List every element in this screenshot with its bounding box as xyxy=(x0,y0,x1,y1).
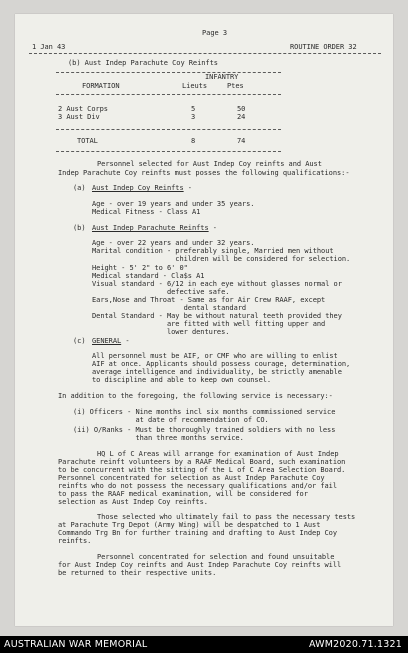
section-b-line: Ears,Nose and Throat - Same as for Air Crew RAAF, except xyxy=(92,296,326,304)
footer-institution: AUSTRALIAN WAR MEMORIAL xyxy=(4,639,148,650)
table-row-lieuts: 3 xyxy=(191,113,196,121)
table-top-rule xyxy=(56,72,281,73)
section-b-line: Height - 5' 2" to 6' 0" xyxy=(92,264,188,272)
intro-line: Personnel selected for Aust Indep Coy reinfts and Aust xyxy=(97,160,322,168)
page-number: Page 3 xyxy=(202,29,227,37)
col-header-ptes: Ptes xyxy=(227,82,244,90)
section-a-heading: Aust Indep Coy Reinfts - xyxy=(92,184,192,192)
section-b-line: are fitted with well fitting upper and xyxy=(92,320,326,328)
table-total-rule-top xyxy=(56,129,281,130)
ranks-line: (ii) O/Ranks - Must be thoroughly trained soldiers with no less xyxy=(73,426,336,434)
section-b-line: Medical standard - Cla$s A1 xyxy=(92,272,205,280)
table-header-rule xyxy=(56,94,281,95)
section-b-line: dental standard xyxy=(92,304,247,312)
section-a-line: Age - over 19 years and under 35 years. xyxy=(92,200,255,208)
section-b-line: lower dentures. xyxy=(92,328,230,336)
section-b-marker: (b) xyxy=(73,224,86,232)
officers-line: at date of recommendation of CO. xyxy=(73,416,269,424)
col-header-lieuts: Lieuts xyxy=(182,82,207,90)
unsuitable-paragraph-line: be returned to their respective units. xyxy=(58,569,217,577)
order-number: ROUTINE ORDER 32 xyxy=(290,43,357,51)
table-row-ptes: 24 xyxy=(237,113,246,121)
total-label: TOTAL xyxy=(77,137,98,145)
section-b-line: Marital condition - preferably single, Married men without xyxy=(92,247,334,255)
section-c-line: AIF at once. Applicants should possess courage, determination, xyxy=(92,360,351,368)
col-header-infantry: INFANTRY xyxy=(205,73,239,81)
total-lieuts: 8 xyxy=(191,137,196,145)
ranks-line: than three months service. xyxy=(73,434,244,442)
section-b-line: defective safe. xyxy=(92,288,230,296)
section-b-line: Age - over 22 years and under 32 years. xyxy=(92,239,255,247)
section-c-marker: (c) xyxy=(73,337,86,345)
section-b-item-heading: Aust Indep Parachute Reinfts - xyxy=(92,224,217,232)
fail-paragraph-line: at Parachute Trg Depot (Army Wing) will be despatched to 1 Aust xyxy=(58,521,321,529)
table-row-ptes: 50 xyxy=(237,105,246,113)
unsuitable-paragraph-line: Personnel concentrated for selection and found unsuitable xyxy=(97,553,335,561)
section-a-marker: (a) xyxy=(73,184,86,192)
hq-paragraph-line: to be concurrent with the sitting of the L of C Area Selection Board. xyxy=(58,466,346,474)
col-header-formation: FORMATION xyxy=(82,82,120,90)
section-c-line: All personnel must be AIF, or CMF who are willing to enlist xyxy=(92,352,338,360)
intro-line: Indep Parachute Coy reinfts must posses the following qualifications:- xyxy=(58,169,350,177)
hq-paragraph-line: selection as Aust Indep Coy reinfts. xyxy=(58,498,208,506)
section-c-line: average intelligence and individuality, be strictly amenable xyxy=(92,368,342,376)
unsuitable-paragraph-line: for Aust Indep Coy reinfts and Aust Indep Parachute Coy reinfts will xyxy=(58,561,342,569)
section-c-line: to discipline and able to keep own counsel. xyxy=(92,376,272,384)
section-a-line: Medical Fitness - Class A1 xyxy=(92,208,201,216)
table-row-formation: 2 Aust Corps xyxy=(58,105,108,113)
section-b-line: Visual standard - 6/12 in each eye without glasses normal or xyxy=(92,280,342,288)
table-total-rule-bottom xyxy=(56,151,281,152)
header-rule xyxy=(29,53,381,54)
hq-paragraph-line: HQ L of C Areas will arrange for examination of Aust Indep xyxy=(97,450,339,458)
fail-paragraph-line: Commando Trg Bn for further training and drafting to Aust Indep Coy xyxy=(58,529,338,537)
officers-line: (i) Officers - Nine months incl six months commissioned service xyxy=(73,408,336,416)
footer-accession-number: AWM2020.71.1321 xyxy=(308,639,402,650)
fail-paragraph-line: Those selected who ultimately fail to pass the necessary tests xyxy=(97,513,356,521)
total-ptes: 74 xyxy=(237,137,246,145)
addition-line: In addition to the foregoing, the following service is necessary:- xyxy=(58,392,333,400)
archive-footer xyxy=(0,636,408,653)
hq-paragraph-line: Personnel concentrated for selection as Aust Indep Parachute Coy xyxy=(58,474,325,482)
hq-paragraph-line: to pass the RAAF medical examination, will be considered for xyxy=(58,490,308,498)
section-b-line: children will be considered for selection. xyxy=(92,255,351,263)
fail-paragraph-line: reinfts. xyxy=(58,537,92,545)
order-date: 1 Jan 43 xyxy=(32,43,66,51)
table-row-formation: 3 Aust Div xyxy=(58,113,100,121)
section-b-heading: (b) Aust Indep Parachute Coy Reinfts xyxy=(68,59,218,67)
table-row-lieuts: 5 xyxy=(191,105,196,113)
hq-paragraph-line: reinfts who do not possess the necessary qualifications and/or fail xyxy=(58,482,338,490)
section-c-heading: GENERAL - xyxy=(92,337,130,345)
document-page xyxy=(15,14,393,626)
hq-paragraph-line: Parachute reinft volunteers by a RAAF Medical Board, such examination xyxy=(58,458,346,466)
section-b-line: Dental Standard - May be without natural teeth provided they xyxy=(92,312,342,320)
